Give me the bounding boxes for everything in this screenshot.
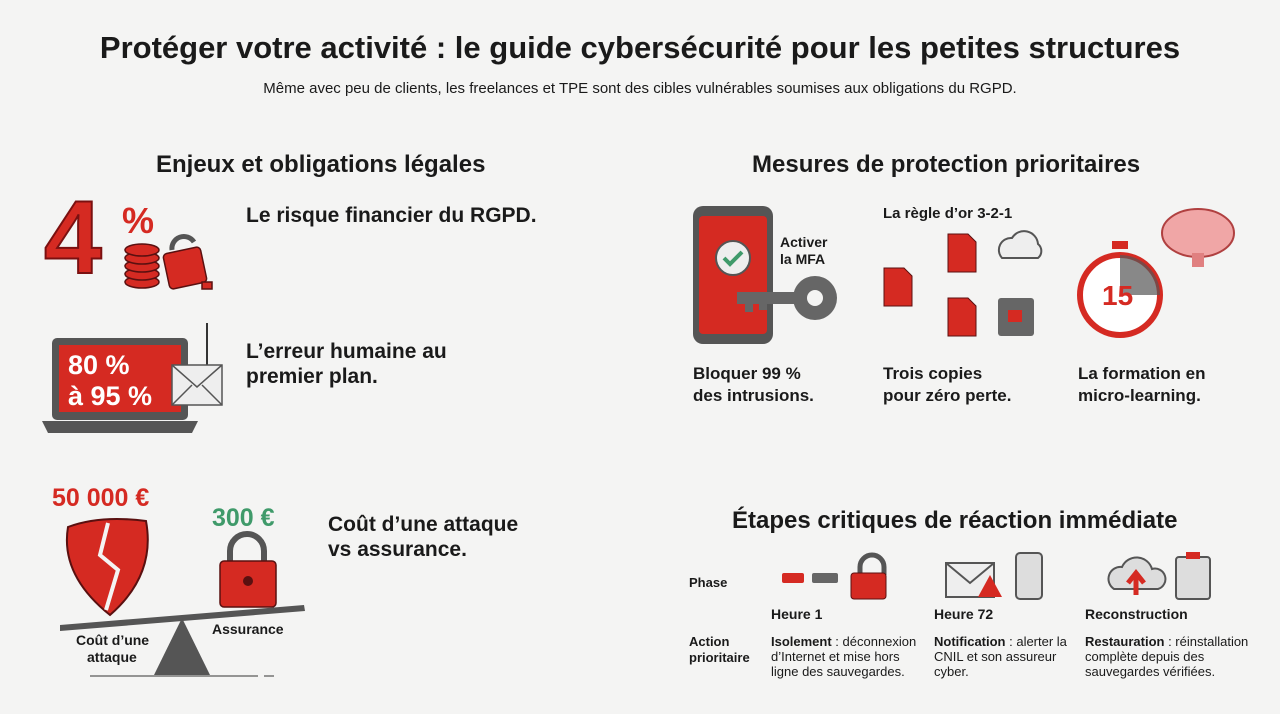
stat-80-percent: 80 % [68, 350, 130, 380]
action-1: Isolement : déconnexion d’Internet et mise hors ligne des sauvegardes. [771, 634, 917, 679]
phase-1: Heure 1 [771, 606, 823, 622]
mfa-label-line2: la MFA [780, 251, 826, 267]
row-label-phase: Phase [689, 575, 728, 590]
coins-broken-lock-icon [122, 230, 222, 296]
attack-cost: 50 000 € [52, 484, 150, 512]
measure-backup-line2: pour zéro perte. [883, 386, 1012, 405]
item-cost-line2: vs assurance. [328, 538, 467, 561]
row-label-action-line1: Action [689, 634, 730, 649]
measure-mfa-line1: Bloquer 99 % [693, 364, 801, 383]
backup-321-icon [880, 228, 1040, 343]
section-title-reaction: Étapes critiques de réaction immédiate [732, 507, 1178, 534]
timer-value: 15 [1102, 280, 1134, 311]
stat-4-percent: 4 [44, 180, 102, 296]
insurance-label: Assurance [212, 621, 284, 637]
measure-training-line2: micro-learning. [1078, 386, 1201, 405]
stopwatch-brain-icon [1076, 205, 1236, 345]
percent-sign: % [122, 200, 155, 241]
measure-training-line1: La formation en [1078, 364, 1206, 383]
row-label-action-line2: prioritaire [689, 650, 750, 665]
item-cost-line1: Coût d’une attaque [328, 513, 519, 536]
insurance-cost: 300 € [212, 504, 275, 532]
action-3: Restauration : réinstallation complète depuis des sauvegardes vérifiées. [1085, 634, 1249, 679]
unplug-lock-icon [776, 553, 888, 601]
page-title: Protéger votre activité : le guide cybersécurité pour les petites structures [99, 30, 1181, 65]
measure-backup-line1: Trois copies [883, 364, 983, 383]
phone-mfa-key-icon [693, 206, 843, 346]
item-human-error-line2: premier plan. [246, 365, 378, 388]
section-title-legal: Enjeux et obligations légales [156, 151, 486, 178]
phase-2: Heure 72 [934, 606, 994, 622]
page-subtitle: Même avec peu de clients, les freelances et TPE sont des cibles vulnérables soumises aux obligations du RGPD. [263, 80, 1017, 97]
email-alert-phone-icon [944, 551, 1044, 601]
item-financial-risk: Le risque financier du RGPD. [246, 204, 537, 227]
measure-mfa-line2: des intrusions. [693, 386, 814, 405]
phase-3: Reconstruction [1085, 606, 1188, 622]
action-2: Notification : alerter la CNIL et son assureur cyber. [934, 634, 1067, 679]
stat-95-percent: à 95 % [68, 381, 153, 411]
section-title-protection: Mesures de protection prioritaires [752, 151, 1141, 178]
item-human-error-line1: L’erreur humaine au [246, 340, 447, 363]
attack-label-line1: Coût d’une [76, 632, 150, 648]
attack-label-line2: attaque [87, 649, 137, 665]
mfa-label-line1: Activer [780, 234, 828, 250]
cloud-restore-checklist-icon [1104, 551, 1214, 601]
backup-rule-label: La règle d’or 3-2-1 [883, 205, 1013, 222]
